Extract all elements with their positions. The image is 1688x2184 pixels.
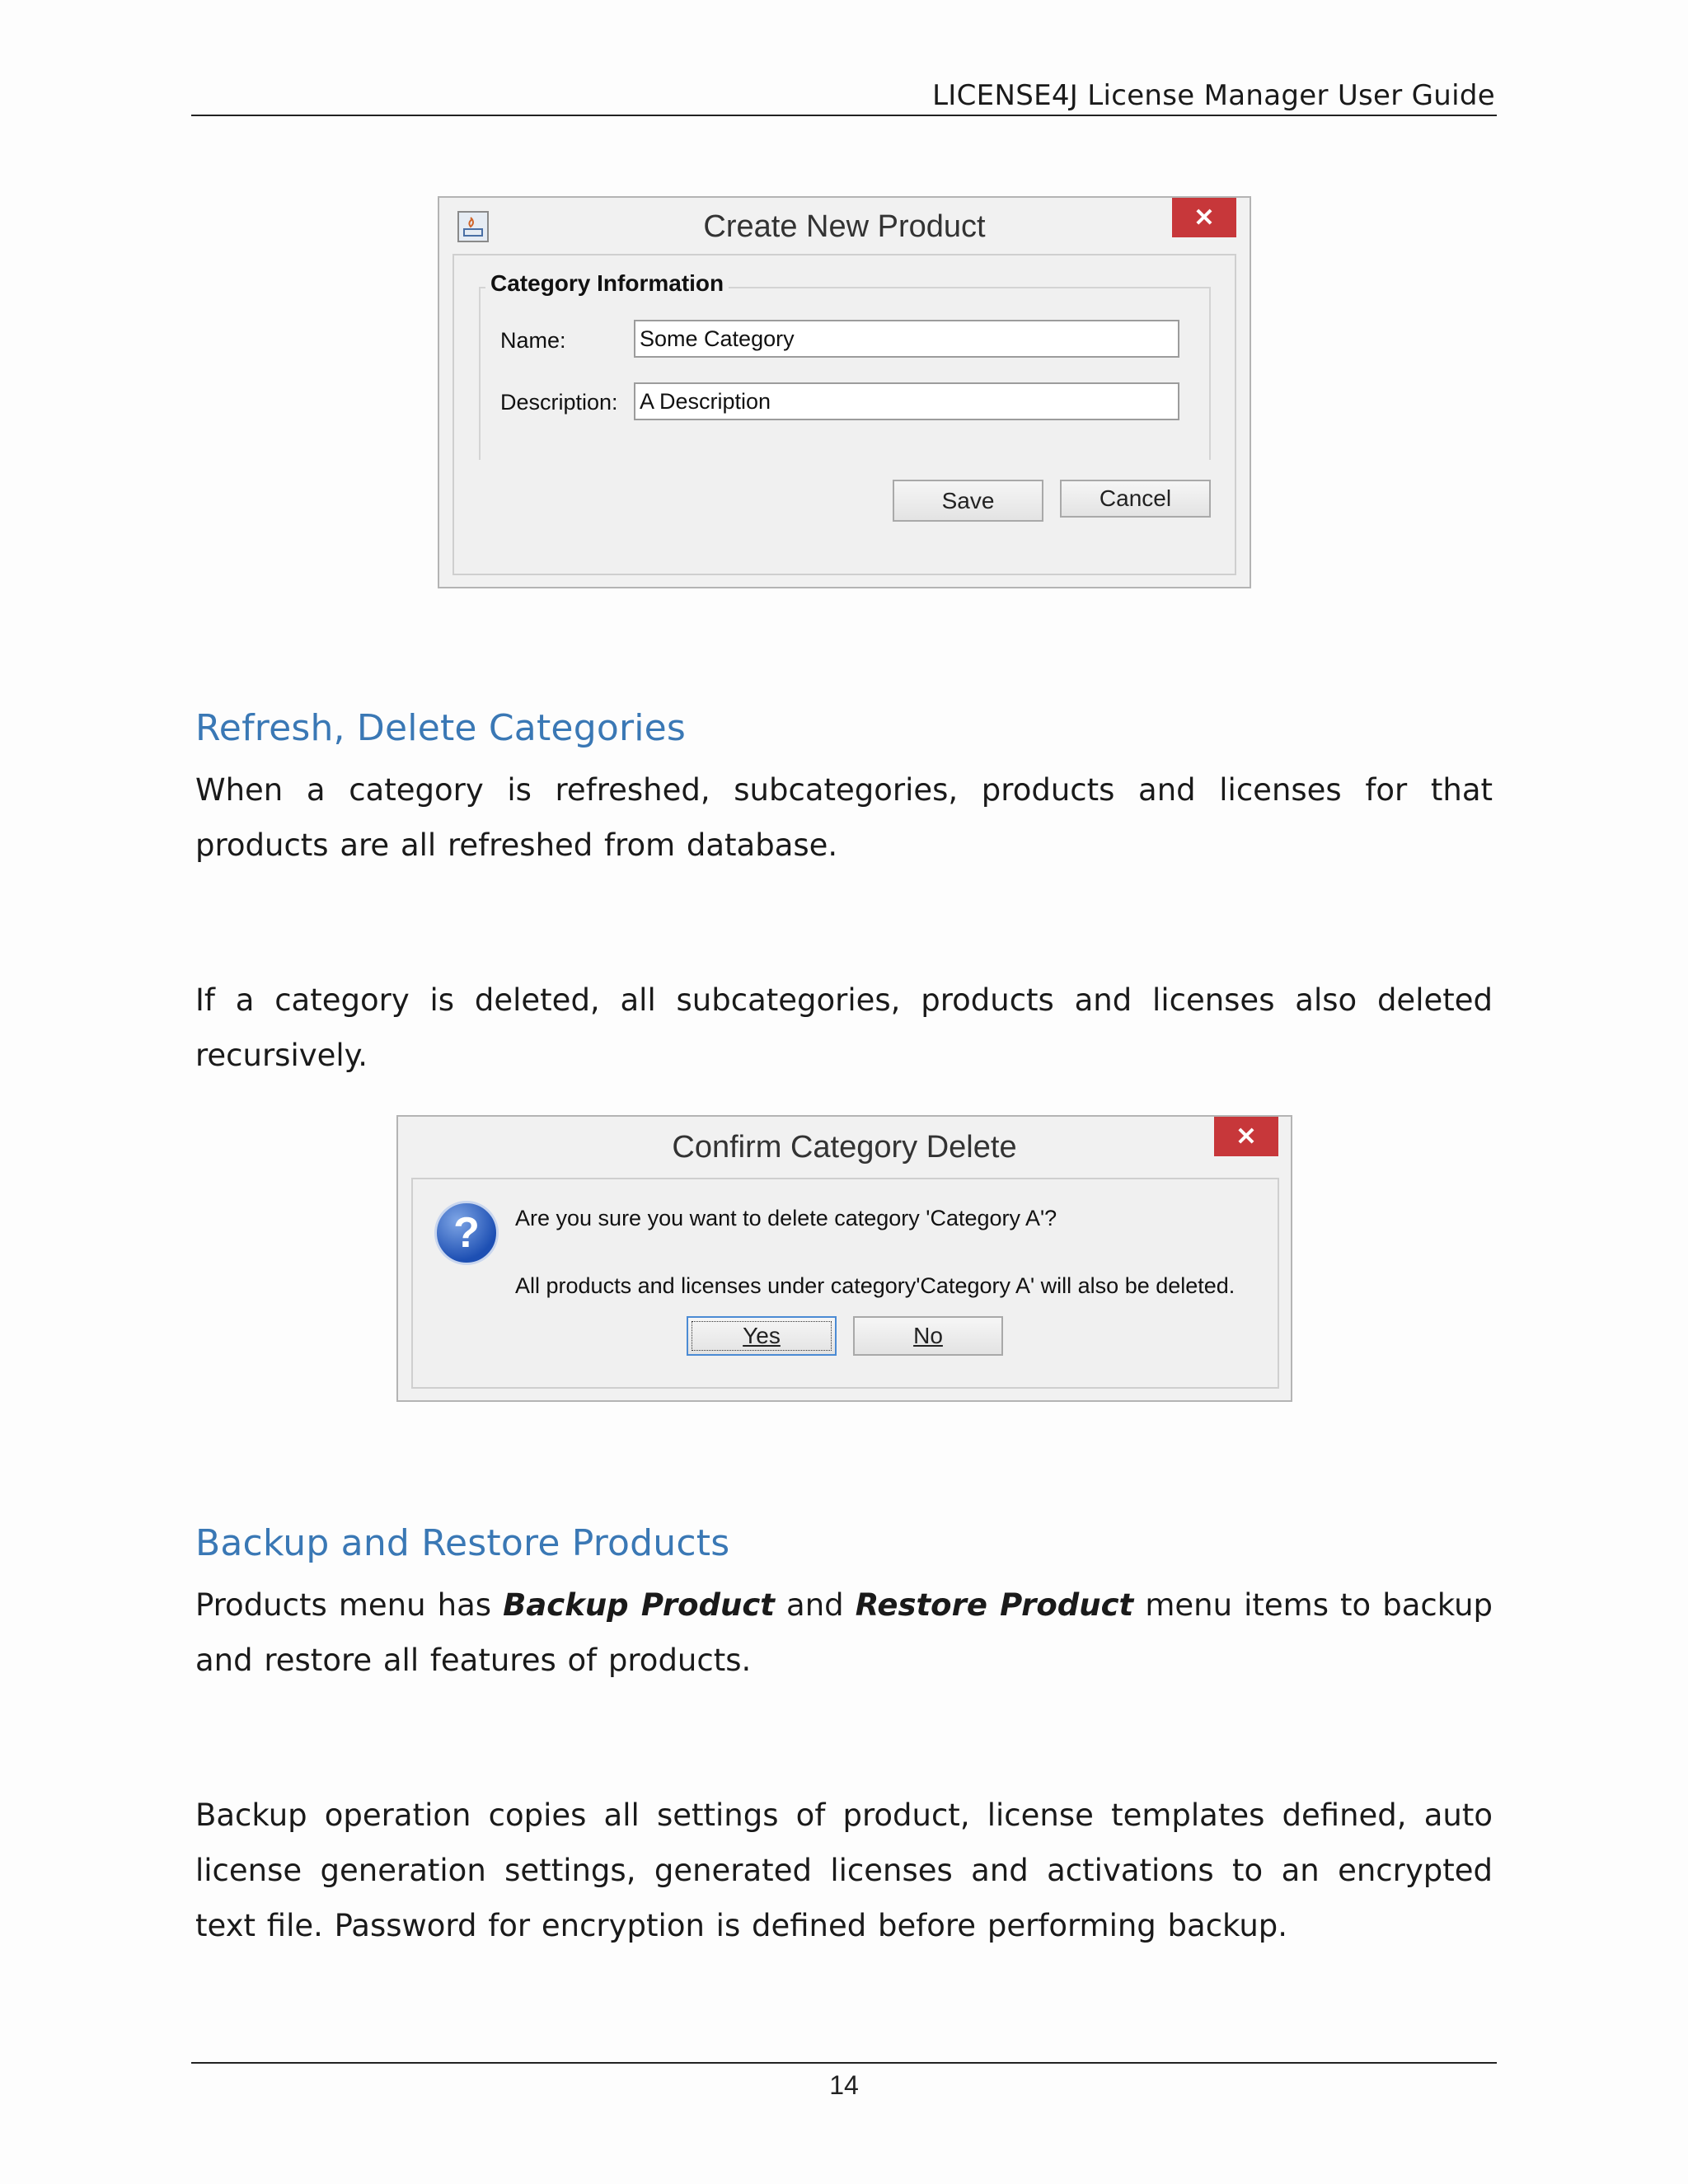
para-text: Products menu has — [195, 1587, 504, 1623]
close-button[interactable] — [1214, 1117, 1278, 1156]
dialog-content — [411, 1178, 1279, 1389]
no-button-label: No — [913, 1323, 943, 1348]
yes-button[interactable] — [687, 1316, 837, 1356]
section-heading-backup-restore: Backup and Restore Products — [195, 1522, 730, 1564]
section-heading-refresh-delete: Refresh, Delete Categories — [195, 707, 687, 749]
running-header-title: LICENSE4J License Manager User Guide — [932, 79, 1495, 112]
question-icon — [434, 1201, 499, 1265]
backup-menu-paragraph — [195, 1577, 1493, 1688]
name-field-value: Some Category — [640, 326, 795, 351]
yes-button-label: Yes — [743, 1323, 781, 1348]
confirm-delete-dialog — [396, 1115, 1292, 1402]
description-field-value: A Description — [640, 388, 771, 414]
dialog-content — [452, 254, 1236, 575]
confirm-message-line2: All products and licenses under category'Category A' will also be deleted. — [515, 1273, 1236, 1298]
dialog-title: Confirm Category Delete — [672, 1130, 1017, 1165]
close-icon: ✕ — [1193, 204, 1215, 232]
close-icon: ✕ — [1236, 1122, 1257, 1151]
category-information-group — [479, 287, 1211, 460]
footer-rule — [191, 2062, 1497, 2064]
backup-operation-paragraph: Backup operation copies all settings of product, license templates defined, auto license generation settings, generated licenses and activations to an encrypted text file. Password for encryption is defined before performing backup. — [195, 1797, 1493, 1943]
cancel-button[interactable]: Cancel — [1060, 480, 1211, 518]
create-product-dialog — [438, 196, 1251, 588]
question-glyph: ? — [453, 1209, 480, 1257]
page-number: 14 — [829, 2070, 859, 2100]
restore-product-term: Restore Product — [855, 1587, 1134, 1623]
delete-paragraph: If a category is deleted, all subcategories, products and licenses also deleted recursively. — [195, 982, 1493, 1073]
para-text: menu items to backup and restore all features of products. — [195, 1587, 1493, 1678]
close-button[interactable] — [1172, 198, 1236, 237]
description-field[interactable] — [634, 382, 1179, 420]
name-label: Name: — [500, 328, 566, 353]
description-label: Description: — [500, 390, 618, 415]
no-button[interactable] — [853, 1316, 1003, 1356]
backup-product-term: Backup Product — [503, 1587, 775, 1623]
refresh-paragraph: When a category is refreshed, subcategories, products and licenses for that products are all refreshed from database. — [195, 772, 1493, 863]
para-text: and — [774, 1587, 856, 1623]
name-field[interactable] — [634, 320, 1179, 358]
dialog-title: Create New Product — [703, 209, 986, 244]
confirm-message-line1: Are you sure you want to delete category 'Category A'? — [515, 1206, 1057, 1230]
save-button[interactable]: Save — [893, 480, 1043, 522]
header-rule — [191, 115, 1497, 116]
group-title: Category Information — [485, 270, 729, 297]
